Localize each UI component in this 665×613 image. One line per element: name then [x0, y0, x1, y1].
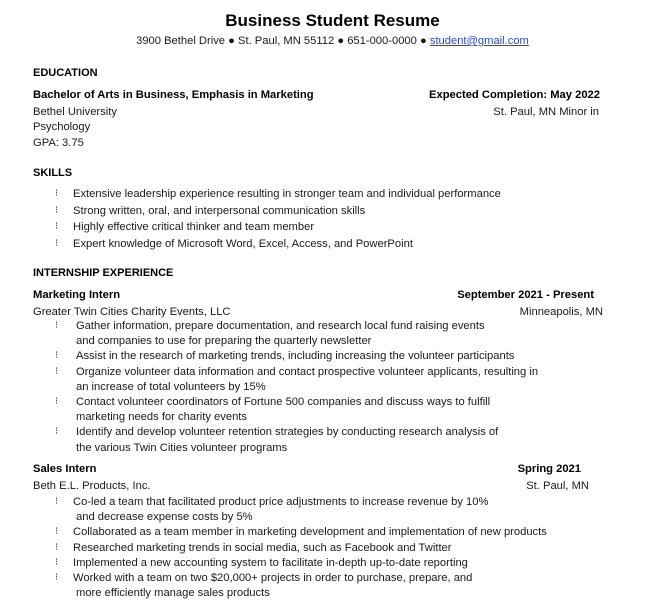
experience-bullet-continuation: and decrease expense costs by 5% — [76, 511, 253, 524]
contact-line — [0, 35, 665, 47]
company-name: Greater Twin Cities Charity Events, LLC — [33, 306, 231, 318]
bullet-marker: ⁝ — [55, 541, 59, 553]
school-name: Bethel University — [33, 106, 117, 118]
resume-title: Business Student Resume — [225, 11, 440, 30]
gpa: GPA: 3.75 — [33, 137, 84, 149]
job-dates: September 2021 - Present — [457, 289, 594, 301]
experience-bullet: Collaborated as a team member in marketing development and implementation of new products — [73, 526, 547, 539]
bullet-marker: ⁝ — [55, 204, 59, 216]
separator-dot: ● — [419, 35, 427, 47]
bullet-marker: ⁝ — [55, 365, 59, 377]
bullet-marker: ⁝ — [55, 188, 59, 199]
education-heading: EDUCATION — [33, 67, 98, 79]
experience-bullet-continuation: the various Twin Cities volunteer programs — [76, 441, 288, 454]
city: St. Paul, MN 55112 — [238, 35, 335, 47]
experience-bullet-continuation: an increase of total volunteers by 15% — [76, 380, 266, 393]
skills-heading: SKILLS — [33, 167, 73, 179]
skill-item: Expert knowledge of Microsoft Word, Excel, Access, and PowerPoint — [73, 237, 413, 250]
skill-item: Strong written, oral, and interpersonal communication skills — [73, 204, 366, 217]
experience-bullet-continuation: marketing needs for charity events — [76, 411, 248, 424]
skill-item: Highly effective critical thinker and team member — [73, 221, 315, 233]
experience-bullet: Assist in the research of marketing trends, including increasing the volunteer participants — [76, 350, 515, 363]
minor: Psychology — [33, 121, 91, 133]
bullet-marker: ⁝ — [55, 396, 59, 407]
experience-bullet: Gather information, prepare documentation, and research local fund raising events — [76, 320, 485, 332]
job-title: Marketing Intern — [33, 289, 121, 301]
experience-bullet: Identify and develop volunteer retention strategies by conducting research analysis of — [76, 426, 499, 439]
separator-dot: ● — [228, 35, 235, 47]
experience-bullet: Co-led a team that facilitated product price adjustments to increase revenue by 10% — [73, 496, 489, 508]
bullet-marker: ⁝ — [55, 556, 59, 568]
bullet-marker: ⁝ — [55, 426, 59, 438]
bullet-marker: ⁝ — [55, 496, 59, 507]
company-location: Minneapolis, MN — [519, 306, 603, 318]
bullet-marker: ⁝ — [55, 320, 59, 331]
experience-bullet: Researched marketing trends in social media, such as Facebook and Twitter — [73, 541, 452, 554]
experience-bullet: Organize volunteer data information and contact prospective volunteer applicants, resulting in — [76, 365, 539, 378]
address: 3900 Bethel Drive — [136, 35, 226, 47]
skill-item: Extensive leadership experience resulting in stronger team and individual performance — [73, 188, 501, 200]
experience-bullet: Worked with a team on two $20,000+ projects in order to purchase, prepare, and — [73, 572, 473, 584]
experience-bullet: Implemented a new accounting system to facilitate in-depth up-to-date reporting — [73, 556, 468, 569]
experience-bullet-continuation: and companies to use for preparing the quarterly newsletter — [76, 335, 372, 348]
job-dates: Spring 2021 — [517, 463, 581, 475]
internship-heading: INTERNSHIP EXPERIENCE — [33, 267, 174, 279]
bullet-marker: ⁝ — [55, 350, 59, 362]
bullet-marker: ⁝ — [55, 572, 59, 583]
email-link[interactable]: student@gmail.com — [429, 35, 529, 47]
company-location: St. Paul, MN — [526, 480, 589, 492]
degree: Bachelor of Arts in Business, Emphasis in Marketing — [33, 89, 314, 101]
school-location: St. Paul, MN Minor in — [493, 106, 599, 118]
bullet-marker: ⁝ — [55, 526, 59, 538]
experience-bullet-continuation: more efficiently manage sales products — [76, 587, 270, 600]
separator-dot: ● — [337, 35, 345, 47]
job-title: Sales Intern — [33, 463, 97, 475]
bullet-marker: ⁝ — [55, 237, 59, 249]
completion-date: Expected Completion: May 2022 — [429, 89, 600, 101]
experience-bullet: Contact volunteer coordinators of Fortune 500 companies and discuss ways to fulfill — [76, 396, 491, 408]
bullet-marker: ⁝ — [55, 221, 59, 232]
phone: 651-000-0000 — [347, 35, 417, 47]
company-name: Beth E.L. Products, Inc. — [33, 480, 151, 492]
